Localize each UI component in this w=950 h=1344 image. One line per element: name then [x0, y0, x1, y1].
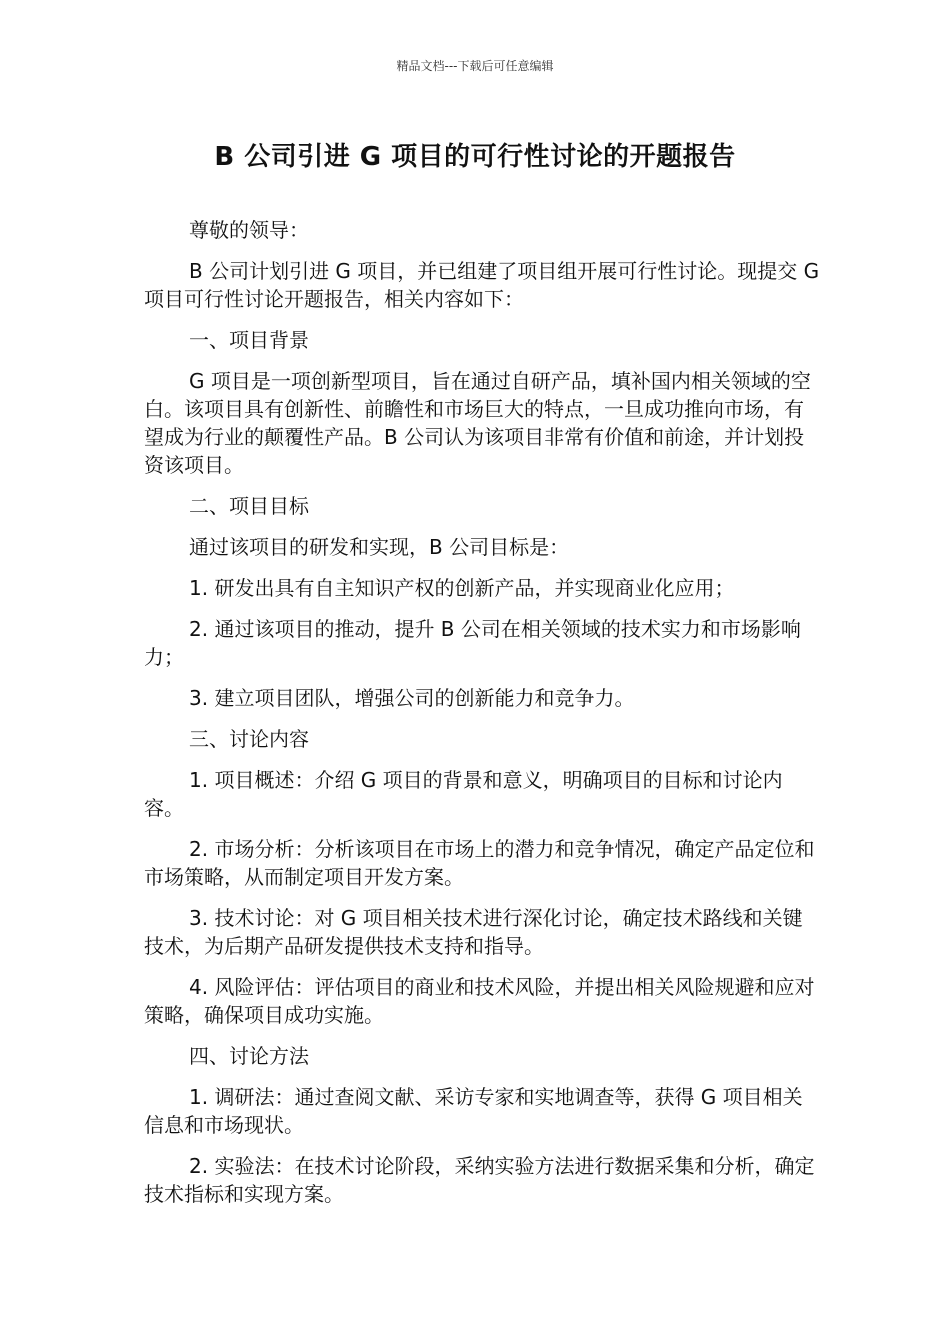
method-item: 1. 调研法：通过查阅文献、采访专家和实地调查等，获得 G 项目相关信息和市场现状。: [144, 1085, 803, 1137]
content-item: 2. 市场分析：分析该项目在市场上的潜力和竞争情况，确定产品定位和市场策略，从而制定项目开发方案。: [144, 837, 815, 889]
content-item: 3. 技术讨论：对 G 项目相关技术进行深化讨论，确定技术路线和关键技术，为后期产品研发提供技术支持和指导。: [144, 906, 803, 958]
method-item: 2. 实验法：在技术讨论阶段，采纳实验方法进行数据采集和分析，确定技术指标和实现方案。: [144, 1154, 815, 1206]
goal-item: 2. 通过该项目的推动，提升 B 公司在相关领域的技术实力和市场影响力；: [144, 617, 801, 669]
content-item: 1. 项目概述：介绍 G 项目的背景和意义，明确项目的目标和讨论内容。: [144, 768, 783, 820]
section-heading-methods: 四、讨论方法: [189, 1044, 309, 1068]
background-paragraph: G 项目是一项创新型项目，旨在通过自研产品，填补国内相关领域的空白。该项目具有创新性、前瞻性和市场巨大的特点，一旦成功推向市场，有望成为行业的颠覆性产品。B 公司认为该项目非常有价值和前途，并计划投资该项目。: [144, 369, 811, 477]
document-title: B 公司引进 G 项目的可行性讨论的开题报告: [214, 142, 736, 172]
content-item: 4. 风险评估：评估项目的商业和技术风险，并提出相关风险规避和应对策略，确保项目成功实施。: [144, 975, 815, 1027]
salutation: 尊敬的领导：: [189, 218, 309, 242]
section-heading-goals: 二、项目目标: [189, 494, 309, 518]
goal-item: 3. 建立项目团队，增强公司的创新能力和竞争力。: [189, 686, 635, 710]
intro-paragraph: B 公司计划引进 G 项目，并已组建了项目组开展可行性讨论。现提交 G 项目可行性讨论开题报告，相关内容如下：: [144, 259, 826, 311]
document-body: [144, 216, 826, 1221]
section-heading-background: 一、项目背景: [189, 328, 309, 352]
section-heading-content: 三、讨论内容: [189, 727, 309, 751]
page-header-note: 精品文档---下载后可任意编辑: [396, 59, 554, 73]
goal-item: 1. 研发出具有自主知识产权的创新产品，并实现商业化应用；: [189, 576, 735, 600]
goals-intro: 通过该项目的研发和实现，B 公司目标是：: [189, 535, 570, 559]
